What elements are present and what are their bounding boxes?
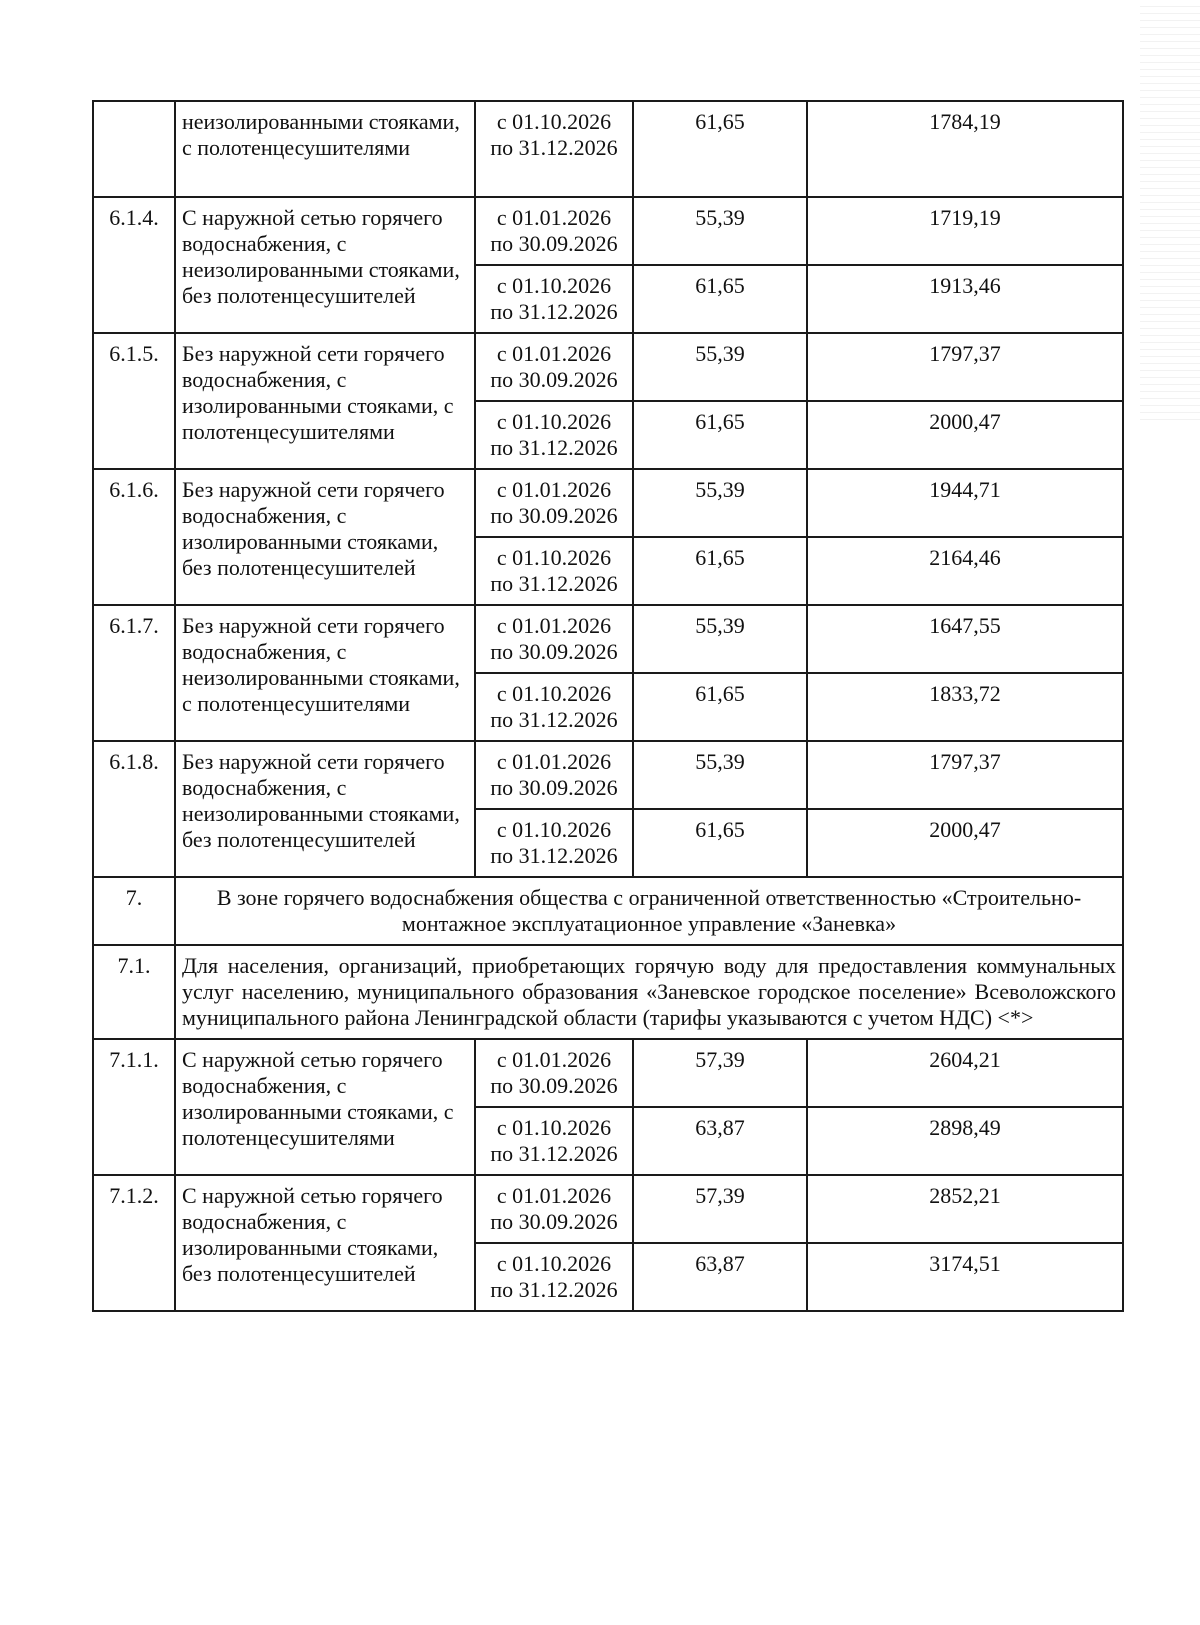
period-from: с 01.01.2026 (496, 205, 612, 230)
item-description: С наружной сетью горячего водоснабжения, с изолированными стояками, без полотенцесушителей (175, 1175, 475, 1311)
period-from: с 01.10.2026 (496, 681, 612, 706)
period-to: по 30.09.2026 (490, 503, 618, 528)
item-description: Без наружной сети горячего водоснабжения, с неизолированными стояками, с полотенцесушителями (175, 605, 475, 741)
period-cell (475, 401, 633, 469)
item-description: С наружной сетью горячего водоснабжения, с неизолированными стояками, без полотенцесушителей (175, 197, 475, 333)
hot-water-component: 63,87 (633, 1243, 807, 1311)
period-from: с 01.01.2026 (496, 613, 612, 638)
tariff-value: 1647,55 (807, 605, 1123, 673)
period-to: по 31.12.2026 (490, 299, 618, 324)
period-to: по 31.12.2026 (490, 843, 618, 868)
item-description: неизолированными стояками, с полотенцесушителями (175, 101, 475, 197)
period-from: с 01.01.2026 (496, 477, 612, 502)
tariff-value: 2898,49 (807, 1107, 1123, 1175)
period-cell (475, 673, 633, 741)
hot-water-component: 61,65 (633, 537, 807, 605)
scan-noise (1140, 0, 1200, 420)
period-to: по 30.09.2026 (490, 1073, 618, 1098)
tariff-table-body (93, 101, 1123, 1311)
tariff-value: 2000,47 (807, 809, 1123, 877)
period-to: по 30.09.2026 (490, 639, 618, 664)
tariff-value: 1913,46 (807, 265, 1123, 333)
period-cell (475, 605, 633, 673)
hot-water-component: 55,39 (633, 741, 807, 809)
period-cell (475, 809, 633, 877)
period-cell (475, 1243, 633, 1311)
tariff-value: 2852,21 (807, 1175, 1123, 1243)
period-cell (475, 1175, 633, 1243)
item-description: С наружной сетью горячего водоснабжения, с изолированными стояками, с полотенцесушителями (175, 1039, 475, 1175)
hot-water-component: 63,87 (633, 1107, 807, 1175)
period-from: с 01.10.2026 (496, 817, 612, 842)
period-to: по 30.09.2026 (490, 231, 618, 256)
period-to: по 31.12.2026 (490, 707, 618, 732)
period-to: по 31.12.2026 (490, 1141, 618, 1166)
period-to: по 31.12.2026 (490, 435, 618, 460)
hot-water-component: 61,65 (633, 101, 807, 197)
table-row (93, 469, 1123, 537)
item-number: 7.1.1. (93, 1039, 175, 1175)
hot-water-component: 55,39 (633, 197, 807, 265)
hot-water-component: 61,65 (633, 673, 807, 741)
tariff-value: 1944,71 (807, 469, 1123, 537)
period-from: с 01.10.2026 (496, 1115, 612, 1140)
section-number: 7. (93, 877, 175, 945)
tariff-table (92, 100, 1124, 1312)
hot-water-component: 55,39 (633, 469, 807, 537)
tariff-value: 2000,47 (807, 401, 1123, 469)
hot-water-component: 55,39 (633, 605, 807, 673)
period-from: с 01.10.2026 (496, 409, 612, 434)
item-number-cell (93, 101, 175, 197)
group-description: Для населения, организаций, приобретающих горячую воду для предоставления коммунальных услуг населению, муниципального образования «Заневское городское поселение» Всеволожского муниципального района Ленинградской области (тарифы указываются с учетом НДС) <*> (175, 945, 1123, 1039)
period-from: с 01.10.2026 (496, 1251, 612, 1276)
item-number: 6.1.7. (93, 605, 175, 741)
hot-water-component: 61,65 (633, 809, 807, 877)
period-from: с 01.10.2026 (496, 545, 612, 570)
period-to: по 31.12.2026 (490, 571, 618, 596)
item-number: 6.1.4. (93, 197, 175, 333)
period-cell (475, 197, 633, 265)
period-from: с 01.01.2026 (496, 1183, 612, 1208)
table-row (93, 197, 1123, 265)
item-description: Без наружной сети горячего водоснабжения, с неизолированными стояками, без полотенцесушителей (175, 741, 475, 877)
period-to: по 30.09.2026 (490, 775, 618, 800)
table-row (93, 333, 1123, 401)
period-cell (475, 101, 633, 197)
tariff-value: 2604,21 (807, 1039, 1123, 1107)
group-row (93, 945, 1123, 1039)
period-cell (475, 333, 633, 401)
period-from: с 01.10.2026 (496, 109, 612, 134)
group-number: 7.1. (93, 945, 175, 1039)
period-to: по 30.09.2026 (490, 367, 618, 392)
table-row (93, 1039, 1123, 1107)
tariff-value: 1784,19 (807, 101, 1123, 197)
tariff-value: 1719,19 (807, 197, 1123, 265)
zone-row (93, 877, 1123, 945)
tariff-value: 2164,46 (807, 537, 1123, 605)
period-cell (475, 1039, 633, 1107)
item-number: 6.1.8. (93, 741, 175, 877)
table-row (93, 605, 1123, 673)
zone-heading: В зоне горячего водоснабжения общества с ограниченной ответственностью «Строительно-монтажное эксплуатационное управление «Заневка» (175, 877, 1123, 945)
period-cell (475, 537, 633, 605)
period-from: с 01.01.2026 (496, 749, 612, 774)
tariff-value: 3174,51 (807, 1243, 1123, 1311)
hot-water-component: 61,65 (633, 265, 807, 333)
period-cell (475, 265, 633, 333)
hot-water-component: 55,39 (633, 333, 807, 401)
hot-water-component: 57,39 (633, 1039, 807, 1107)
period-from: с 01.01.2026 (496, 341, 612, 366)
item-number: 7.1.2. (93, 1175, 175, 1311)
item-description: Без наружной сети горячего водоснабжения, с изолированными стояками, с полотенцесушителями (175, 333, 475, 469)
hot-water-component: 57,39 (633, 1175, 807, 1243)
period-cell (475, 1107, 633, 1175)
tariff-value: 1833,72 (807, 673, 1123, 741)
tariff-value: 1797,37 (807, 741, 1123, 809)
period-cell (475, 741, 633, 809)
table-row (93, 741, 1123, 809)
item-number: 6.1.6. (93, 469, 175, 605)
period-from: с 01.10.2026 (496, 273, 612, 298)
period-from: с 01.01.2026 (496, 1047, 612, 1072)
table-row (93, 101, 1123, 197)
period-to: по 31.12.2026 (490, 135, 618, 160)
item-description: Без наружной сети горячего водоснабжения, с изолированными стояками, без полотенцесушителей (175, 469, 475, 605)
period-to: по 31.12.2026 (490, 1277, 618, 1302)
period-to: по 30.09.2026 (490, 1209, 618, 1234)
hot-water-component: 61,65 (633, 401, 807, 469)
tariff-value: 1797,37 (807, 333, 1123, 401)
table-row (93, 1175, 1123, 1243)
period-cell (475, 469, 633, 537)
item-number: 6.1.5. (93, 333, 175, 469)
